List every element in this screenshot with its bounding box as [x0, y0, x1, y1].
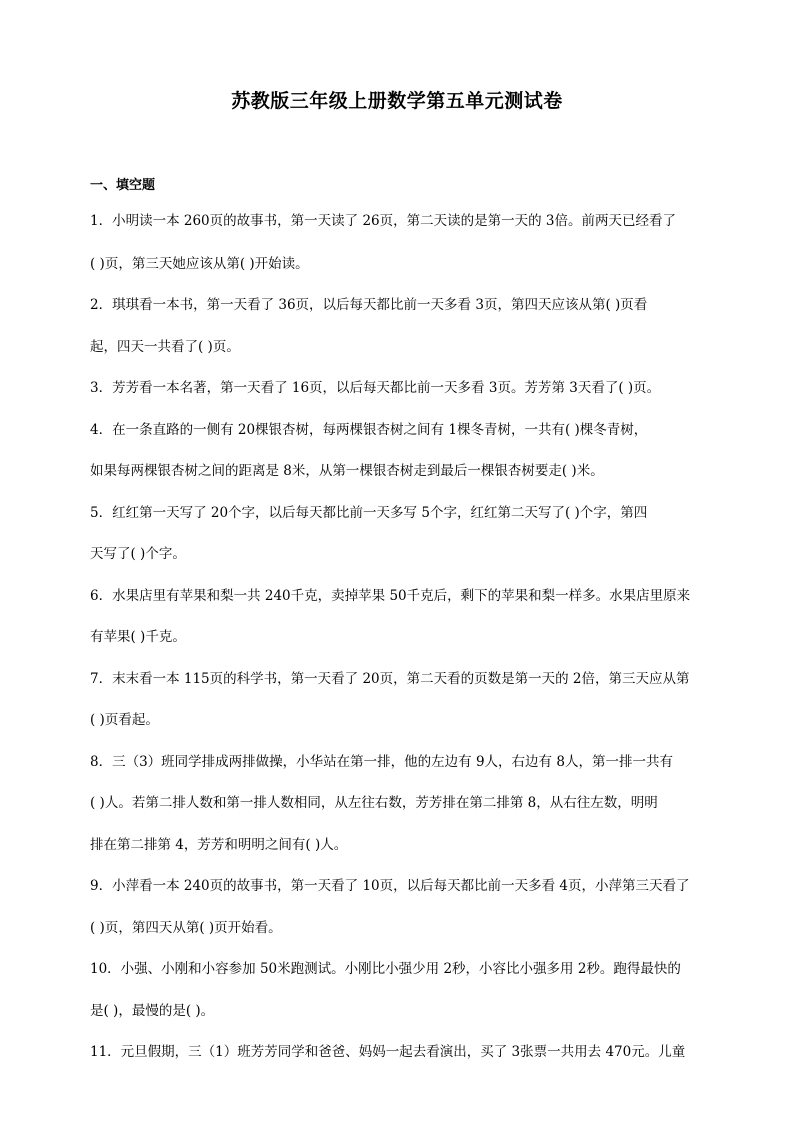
question-line: 9．小萍看一本 240页的故事书，第一天看了 10页，以后每天都比前一天多看 4页，小萍第三天看了	[90, 878, 690, 894]
question-line: 排在第二排第 4，芳芳和明明之间有( )人。	[90, 837, 348, 853]
question-line: 7．末末看一本 115页的科学书，第一天看了 20页，第二天看的页数是第一天的 2倍，第三天应从第	[90, 671, 690, 687]
question-line: 6．水果店里有苹果和梨一共 240千克，卖掉苹果 50千克后，剩下的苹果和梨一样多。水果店里原来	[90, 588, 691, 604]
question-line: 天写了( )个字。	[90, 546, 186, 562]
question-line: 3．芳芳看一本名著，第一天看了 16页，以后每天都比前一天多看 3页。芳芳第 3天看了( )页。	[90, 380, 661, 396]
question-line: ( )页，第三天她应该从第( )开始读。	[90, 256, 309, 272]
question-line: 如果每两棵银杏树之间的距离是 8米，从第一棵银杏树走到最后一棵银杏树要走( )米。	[90, 463, 604, 479]
question-line: 4．在一条直路的一侧有 20棵银杏树，每两棵银杏树之间有 1棵冬青树，一共有( )棵冬青树，	[90, 422, 648, 438]
question-line: 是( )，最慢的是( )。	[90, 1003, 215, 1019]
page-title: 苏教版三年级上册数学第五单元测试卷	[231, 90, 563, 112]
question-line: 有苹果( )千克。	[90, 629, 186, 645]
question-line: 10．小强、小刚和小容参加 50米跑测试。小刚比小强少用 2秒，小容比小强多用 2秒。跑得最快的	[90, 961, 681, 977]
question-line: 起，四天一共看了( )页。	[90, 339, 240, 355]
question-line: 2．琪琪看一本书，第一天看了 36页，以后每天都比前一天多看 3页，第四天应该从第( )页看	[90, 297, 648, 313]
question-line: ( )人。若第二排人数和第一排人数相同，从左往右数，芳芳排在第二排第 8，从右往左数，明明	[90, 795, 658, 811]
question-line: 11．元旦假期，三（1）班芳芳同学和爸爸、妈妈一起去看演出，买了 3张票一共用去 470元。儿童	[90, 1044, 686, 1060]
section-heading: 一、填空题	[90, 178, 156, 193]
question-line: 1．小明读一本 260页的故事书，第一天读了 26页，第二天读的是第一天的 3倍。前两天已经看了	[90, 213, 676, 229]
question-line: ( )页看起。	[90, 712, 159, 728]
question-line: 5．红红第一天写了 20个字，以后每天都比前一天多写 5个字，红红第二天写了( )个字，第四	[90, 505, 648, 521]
question-line: 8．三（3）班同学排成两排做操，小华站在第一排，他的左边有 9人，右边有 8人，第一排一共有	[90, 754, 673, 770]
question-line: ( )页，第四天从第( )页开始看。	[90, 920, 282, 936]
